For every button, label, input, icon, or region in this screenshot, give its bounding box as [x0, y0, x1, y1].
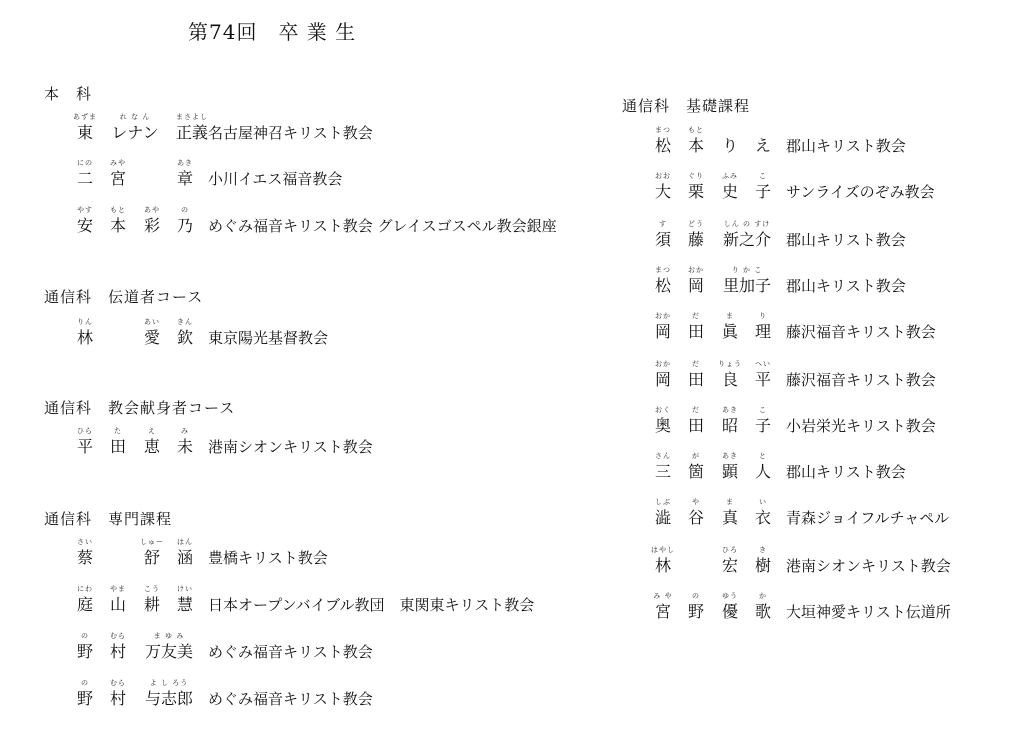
name-part: [679, 312, 713, 346]
name-kanji: 眞: [721, 322, 738, 341]
name-part: [101, 113, 169, 147]
name-ruby: おく: [655, 406, 671, 414]
graduate-entry: [622, 312, 1027, 346]
name-kanji: 里加子: [722, 276, 771, 295]
name-ruby: しぶ: [655, 498, 671, 506]
church-name: 日本オープンバイブル教団 東関東キリスト教会: [208, 596, 535, 614]
name-kanji: 本: [109, 216, 126, 235]
name-ruby: おか: [655, 312, 671, 320]
name-ruby: しん の すけ: [723, 220, 771, 228]
name-kanji: 新之介: [722, 230, 771, 249]
graduate-entry: [44, 318, 484, 352]
name-ruby: ゆう: [722, 592, 738, 600]
name-kanji: 藤: [687, 230, 704, 249]
name-ruby: こ: [759, 406, 767, 414]
graduate-entry: [44, 632, 484, 666]
name-ruby: り か こ: [731, 266, 763, 274]
name-ruby: ま: [726, 498, 734, 506]
name-ruby: た: [114, 427, 122, 435]
name-kanji: 三: [654, 462, 671, 481]
name-kanji: 慧: [176, 595, 193, 614]
name-part: [746, 592, 780, 626]
name-ruby: あき: [722, 406, 738, 414]
graduate-entry: [44, 585, 535, 619]
name-kanji: 宮: [654, 602, 671, 621]
name-part: [101, 679, 135, 713]
name-ruby: い: [759, 498, 767, 506]
name-kanji: 子: [754, 182, 771, 201]
name-kanji: 山: [109, 595, 126, 614]
name-part: [713, 266, 781, 300]
name-ruby: にの: [77, 159, 93, 167]
name-ruby: ま ゆ み: [153, 632, 185, 640]
name-kanji: 章: [176, 169, 193, 188]
graduate-entry: [44, 679, 484, 713]
name-ruby: きん: [177, 318, 193, 326]
name-ruby: まつ: [655, 266, 671, 274]
graduate-entry: [622, 592, 1027, 626]
name-ruby: ぐり: [688, 172, 704, 180]
name-kanji: 良: [721, 370, 738, 389]
graduate-entry: [622, 498, 1027, 532]
name-kanji: 澁: [654, 508, 671, 527]
name-ruby: りょう: [718, 360, 742, 368]
name-ruby: まさよし: [176, 113, 208, 121]
name-kanji: 谷: [687, 508, 704, 527]
name-part: [746, 546, 780, 580]
name-part: [679, 220, 713, 254]
name-kanji: 顕: [721, 462, 738, 481]
graduate-entry: [44, 206, 557, 240]
name-part: [679, 172, 713, 206]
name-ruby: や: [692, 498, 700, 506]
name-part: [679, 406, 713, 440]
name-part: [746, 360, 780, 394]
name-ruby: けい: [177, 585, 193, 593]
name-ruby: りん: [77, 318, 93, 326]
name-ruby: こう: [144, 585, 160, 593]
name-ruby: へい: [755, 360, 771, 368]
name-part: [746, 312, 780, 346]
name-ruby: あき: [722, 452, 738, 460]
name-ruby: だ: [692, 406, 700, 414]
name-ruby: おか: [688, 266, 704, 274]
name-ruby: と: [759, 452, 767, 460]
name-ruby: どう: [688, 220, 704, 228]
name-part: [101, 427, 135, 461]
name-kanji: 須: [654, 230, 671, 249]
name-ruby: あずま: [73, 113, 97, 121]
name-ruby: す: [659, 220, 667, 228]
graduate-entry: [622, 360, 1027, 394]
section-heading: 通信科 教会献身者コース: [44, 399, 236, 417]
name-part: [68, 318, 102, 352]
church-name: 郡山キリスト教会: [786, 231, 906, 249]
name-ruby: か: [759, 592, 767, 600]
name-kanji: 野: [687, 602, 704, 621]
church-name: 港南シオンキリスト教会: [786, 557, 951, 575]
church-name: 藤沢福音キリスト教会: [786, 323, 936, 341]
church-name: めぐみ福音キリスト教会: [208, 643, 373, 661]
name-part: [679, 126, 713, 160]
name-ruby: まつ: [655, 126, 671, 134]
name-ruby: はん: [177, 538, 193, 546]
name-part: [168, 318, 202, 352]
section-heading: 通信科 専門課程: [44, 510, 173, 528]
graduate-entry: [44, 427, 484, 461]
name-part: [746, 126, 780, 160]
name-part: [101, 318, 135, 352]
page-title: 第74回 卒 業 生: [188, 20, 357, 44]
name-kanji: 欽: [176, 328, 193, 347]
name-kanji: 田: [687, 322, 704, 341]
name-kanji: 涵: [176, 548, 193, 567]
name-kanji: 田: [109, 437, 126, 456]
name-kanji: 宏: [721, 556, 738, 575]
name-kanji: 子: [754, 416, 771, 435]
name-part: [101, 538, 135, 572]
name-part: [168, 427, 202, 461]
name-ruby: の: [81, 632, 89, 640]
name-ruby: が: [692, 452, 700, 460]
name-ruby: あい: [144, 318, 160, 326]
church-name: 藤沢福音キリスト教会: [786, 371, 936, 389]
church-name: 東京陽光基督教会: [208, 329, 329, 347]
name-part: [679, 266, 713, 300]
name-ruby: しゅー: [140, 538, 164, 546]
name-ruby: あや: [144, 206, 160, 214]
name-kanji: 岡: [687, 276, 704, 295]
name-kanji: 樹: [754, 556, 771, 575]
name-kanji: 宮: [109, 169, 126, 188]
name-kanji: 人: [754, 462, 771, 481]
name-kanji: 耕: [143, 595, 160, 614]
section-heading: 通信科 基礎課程: [622, 97, 751, 115]
church-name: めぐみ福音キリスト教会 グレイスゴスペル教会銀座: [208, 217, 557, 235]
name-kanji: 歌: [754, 602, 771, 621]
name-ruby: だ: [692, 312, 700, 320]
name-kanji: り: [721, 136, 738, 155]
name-part: [679, 360, 713, 394]
name-kanji: 松: [654, 136, 671, 155]
section-heading: 本 科: [44, 85, 93, 103]
name-kanji: 万友美: [144, 642, 193, 661]
church-name: 郡山キリスト教会: [786, 277, 906, 295]
name-ruby: の: [692, 592, 700, 600]
name-part: [168, 206, 202, 240]
name-kanji: 岡: [654, 322, 671, 341]
name-ruby: ひろ: [722, 546, 738, 554]
name-kanji: 平: [76, 437, 93, 456]
name-kanji: 林: [76, 328, 93, 347]
name-part: [135, 632, 203, 666]
graduate-entry: [622, 546, 1027, 580]
name-ruby: の: [181, 206, 189, 214]
name-ruby: おか: [655, 360, 671, 368]
name-kanji: 愛: [143, 328, 160, 347]
name-kanji: 箇: [687, 462, 704, 481]
name-ruby: はやし: [651, 546, 675, 554]
name-ruby: ひら: [77, 427, 93, 435]
name-kanji: 野: [76, 689, 93, 708]
name-kanji: 村: [109, 642, 126, 661]
name-ruby: ま: [726, 312, 734, 320]
name-ruby: ふみ: [722, 172, 738, 180]
church-name: 港南シオンキリスト教会: [208, 438, 373, 456]
name-part: [168, 585, 202, 619]
name-kanji: 彩: [143, 216, 160, 235]
church-name: 郡山キリスト教会: [786, 463, 906, 481]
name-ruby: よ し ろう: [149, 679, 189, 687]
name-ruby: さい: [77, 538, 93, 546]
name-kanji: 未: [176, 437, 193, 456]
name-kanji: 庭: [76, 595, 93, 614]
name-ruby: あき: [177, 159, 193, 167]
name-kanji: 乃: [176, 216, 193, 235]
name-ruby: え: [148, 427, 156, 435]
name-part: [168, 159, 202, 193]
name-part: [746, 406, 780, 440]
name-ruby: むら: [110, 632, 126, 640]
church-name: 小岩栄光キリスト教会: [786, 417, 936, 435]
graduate-entry: [44, 538, 484, 572]
graduate-entry: [622, 406, 1027, 440]
name-part: [135, 679, 203, 713]
name-part: [679, 498, 713, 532]
name-ruby: もと: [688, 126, 704, 134]
name-part: [168, 538, 202, 572]
name-kanji: 田: [687, 370, 704, 389]
name-part: [101, 632, 135, 666]
graduate-entry: [622, 172, 1027, 206]
name-kanji: 大: [654, 182, 671, 201]
name-ruby: みや: [110, 159, 126, 167]
name-kanji: 安: [76, 216, 93, 235]
name-kanji: 平: [754, 370, 771, 389]
name-kanji: 衣: [754, 508, 771, 527]
graduate-entry: [622, 266, 1027, 300]
graduate-entry: [622, 452, 1027, 486]
name-kanji: 舒: [143, 548, 160, 567]
name-kanji: 奥: [654, 416, 671, 435]
church-name: 小川イエス福音教会: [208, 170, 343, 188]
name-kanji: 恵: [143, 437, 160, 456]
name-kanji: 二: [76, 169, 93, 188]
name-part: [713, 220, 781, 254]
name-ruby: こ: [759, 172, 767, 180]
name-ruby: やす: [77, 206, 93, 214]
name-ruby: おお: [655, 172, 671, 180]
name-part: [68, 538, 102, 572]
name-ruby: やま: [110, 585, 126, 593]
church-name: めぐみ福音キリスト教会: [208, 690, 373, 708]
name-part: [101, 159, 135, 193]
name-ruby: み: [181, 427, 189, 435]
name-kanji: 岡: [654, 370, 671, 389]
name-kanji: 本: [687, 136, 704, 155]
name-ruby: の: [81, 679, 89, 687]
church-name: 名古屋神召キリスト教会: [208, 124, 373, 142]
name-ruby: き: [759, 546, 767, 554]
name-kanji: 昭: [721, 416, 738, 435]
name-ruby: だ: [692, 360, 700, 368]
name-part: [679, 592, 713, 626]
name-ruby: れ な ん: [119, 113, 151, 121]
name-kanji: レナン: [111, 123, 159, 142]
name-kanji: 与志郎: [144, 689, 193, 708]
graduate-entry: [622, 220, 1027, 254]
church-name: サンライズのぞみ教会: [786, 183, 935, 201]
church-name: 豊橋キリスト教会: [208, 549, 328, 567]
church-name: 郡山キリスト教会: [786, 137, 906, 155]
name-kanji: 松: [654, 276, 671, 295]
name-kanji: 野: [76, 642, 93, 661]
name-part: [746, 172, 780, 206]
name-kanji: 東: [76, 123, 93, 142]
name-part: [746, 498, 780, 532]
name-kanji: 林: [654, 556, 671, 575]
name-part: [679, 452, 713, 486]
name-kanji: え: [754, 136, 771, 155]
name-part: [746, 452, 780, 486]
name-part: [646, 546, 680, 580]
name-kanji: 正義: [175, 123, 208, 142]
name-part: [679, 546, 713, 580]
name-kanji: 史: [721, 182, 738, 201]
name-ruby: もと: [110, 206, 126, 214]
name-ruby: にわ: [77, 585, 93, 593]
name-ruby: り: [759, 312, 767, 320]
name-kanji: 田: [687, 416, 704, 435]
church-name: 青森ジョイフルチャペル: [786, 509, 950, 527]
name-kanji: 理: [754, 322, 771, 341]
graduate-entry: [622, 126, 1027, 160]
name-kanji: 栗: [687, 182, 704, 201]
church-name: 大垣神愛キリスト伝道所: [786, 603, 951, 621]
graduate-entry: [44, 113, 484, 147]
name-part: [101, 206, 135, 240]
name-ruby: むら: [110, 679, 126, 687]
section-heading: 通信科 伝道者コース: [44, 288, 204, 306]
graduate-entry: [44, 159, 484, 193]
name-kanji: 蔡: [76, 548, 93, 567]
name-part: [101, 585, 135, 619]
name-kanji: 真: [721, 508, 738, 527]
name-kanji: 優: [721, 602, 738, 621]
name-kanji: 村: [109, 689, 126, 708]
name-ruby: み や: [653, 592, 673, 600]
name-ruby: さん: [655, 452, 671, 460]
